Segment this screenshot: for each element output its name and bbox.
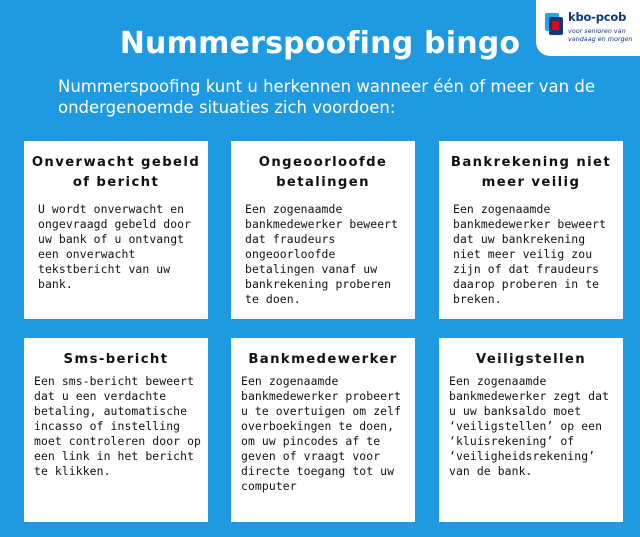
logo-tagline: voor senioren van vandaag en morgen <box>568 27 633 43</box>
card-text: Een zogenaamde bankmedewerker probeert u te overtuigen om zelf overboekingen te doen, om uw pincodes af te geven of vraagt voor directe toegang tot uw computer <box>241 374 402 493</box>
card-text: Een zogenaamde bankmedewerker zegt dat u uw banksaldo moet ‘veiligstellen’ op een ‘kluisrekening’ of ‘veiligheidsrekening’ van de bank. <box>449 374 610 478</box>
card-text: Een sms-bericht beweert dat u een verdachte betaling, automatische incasso of instelling moet controleren door op een link in het bericht te klikken. <box>34 374 201 478</box>
card-title: Veiligstellen <box>475 352 587 367</box>
logo <box>536 0 640 56</box>
bingo-card-onverwacht <box>24 141 208 319</box>
bingo-card-bankrekening <box>439 141 623 319</box>
bingo-card-veiligstellen <box>439 338 623 522</box>
bingo-card-ongeoorloofde-betalingen <box>231 141 415 319</box>
card-text: U wordt onverwacht en ongevraagd gebeld door uw bank of u ontvangt een onverwacht tekstbericht van uw bank. <box>38 202 192 291</box>
kbo-pcob-logo-icon <box>544 12 564 36</box>
bingo-card-sms-bericht <box>24 338 208 522</box>
intro-text: Nummerspoofing kunt u herkennen wanneer één of meer van de ondergenoemde situaties zich voordoen: <box>58 77 595 117</box>
card-text: Een zogenaamde bankmedewerker beweert dat fraudeurs ongeoorloofde betalingen vanaf uw bankrekening proberen te doen. <box>245 202 399 306</box>
card-title: Bankrekening niet meer veilig <box>450 155 612 190</box>
card-title: Bankmedewerker <box>248 352 398 367</box>
page-title: Nummerspoofing bingo <box>119 26 521 61</box>
bingo-card-bankmedewerker <box>231 338 415 522</box>
card-title: Ongeoorloofde betalingen <box>258 155 388 190</box>
logo-name: kbo-pcob <box>568 10 627 24</box>
card-text: Een zogenaamde bankmedewerker beweert dat uw bankrekening niet meer veilig zou zijn of dat fraudeurs daarop proberen in te breken. <box>453 202 607 306</box>
card-title: Sms-bericht <box>63 352 169 367</box>
card-title: Onverwacht gebeld of bericht <box>31 155 201 190</box>
